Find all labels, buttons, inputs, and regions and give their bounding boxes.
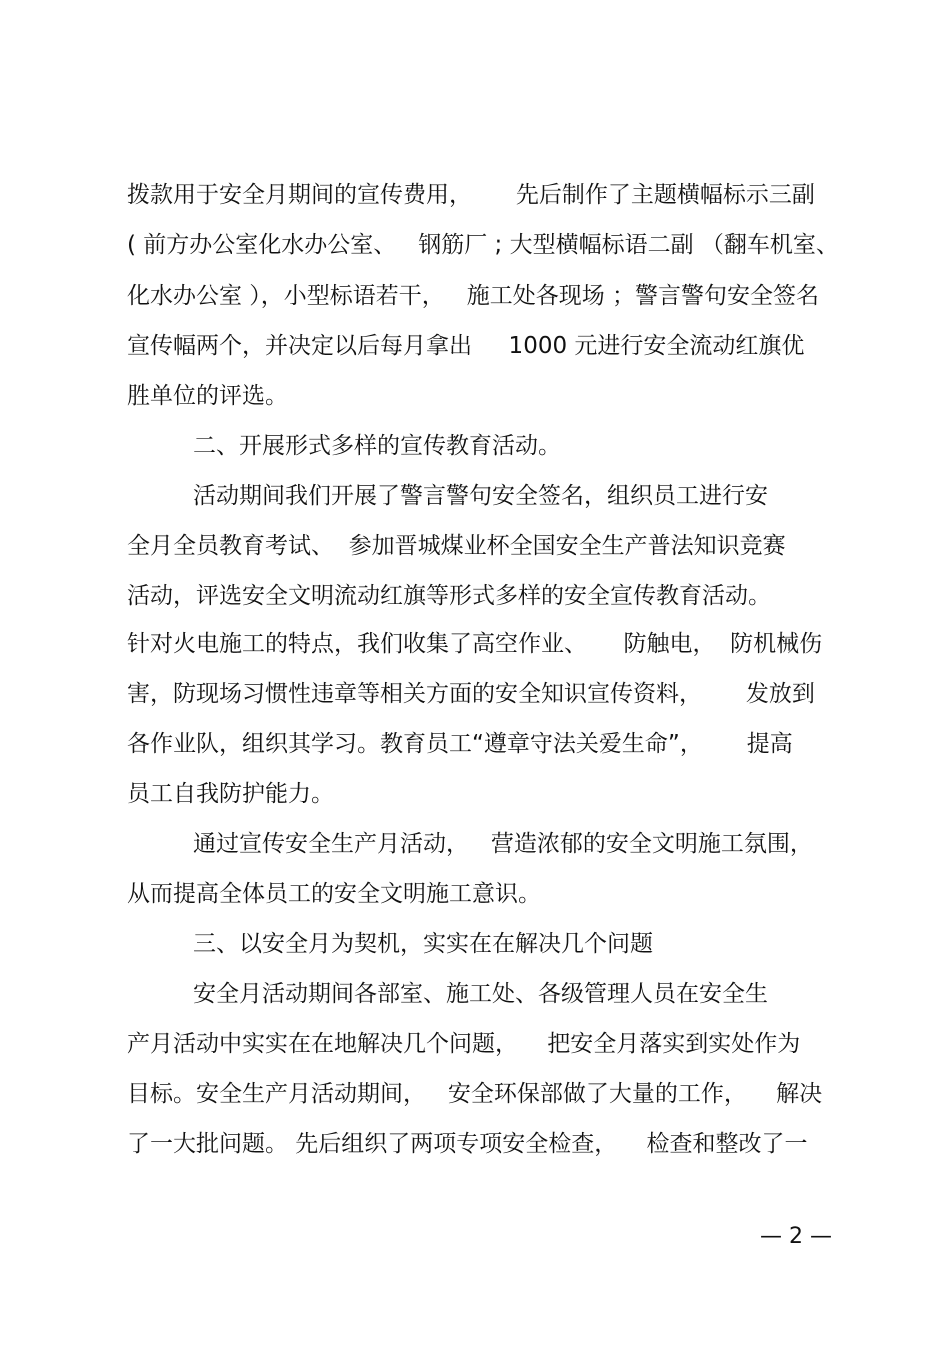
section-heading: 二、开展形式多样的宣传教育活动。 <box>193 433 561 459</box>
body-line: 拨款用于安全月期间的宣传费用， 先后制作了主题横幅标示三副 <box>127 182 815 208</box>
body-line: 宣传幅两个，并决定以后每月拿出 1000 元进行安全流动红旗优 <box>127 333 805 359</box>
body-line: 化水办公室 ），小型标语若干， 施工处各现场 ；警言警句安全签名 <box>127 283 820 309</box>
body-line: 活动期间我们开展了警言警句安全签名，组织员工进行安 <box>193 483 768 509</box>
body-line: 胜单位的评选。 <box>127 383 288 409</box>
body-line: 安全月活动期间各部室、施工处、各级管理人员在安全生 <box>193 981 768 1007</box>
body-line: 害，防现场习惯性违章等相关方面的安全知识宣传资料， 发放到 <box>127 681 815 707</box>
section-heading: 三、以安全月为契机，实实在在解决几个问题 <box>193 931 653 957</box>
body-line: 通过宣传安全生产月活动， 营造浓郁的安全文明施工氛围， <box>193 831 813 857</box>
body-line: 各作业队，组织其学习。教育员工“遵章守法关爱生命”， 提高 <box>127 731 793 757</box>
body-line: ( 前方办公室化水办公室、 钢筋厂 ; 大型横幅标语二副 （翻车机室、 <box>127 232 839 258</box>
body-line: 产月活动中实实在在地解决几个问题， 把安全月落实到实处作为 <box>127 1031 801 1057</box>
body-line: 员工自我防护能力。 <box>127 781 334 807</box>
body-line: 从而提高全体员工的安全文明施工意识。 <box>127 881 541 907</box>
body-line: 目标。安全生产月活动期间， 安全环保部做了大量的工作， 解决 <box>127 1081 823 1107</box>
body-line: 活动，评选安全文明流动红旗等形式多样的安全宣传教育活动。 <box>127 583 771 609</box>
body-line: 针对火电施工的特点，我们收集了高空作业、 防触电， 防机械伤 <box>127 631 823 657</box>
page-number: — 2 — <box>760 1224 832 1249</box>
body-line: 了一大批问题。 先后组织了两项专项安全检查， 检查和整改了一 <box>127 1131 808 1157</box>
body-line: 全月全员教育考试、 参加晋城煤业杯全国安全生产普法知识竞赛 <box>127 533 786 559</box>
